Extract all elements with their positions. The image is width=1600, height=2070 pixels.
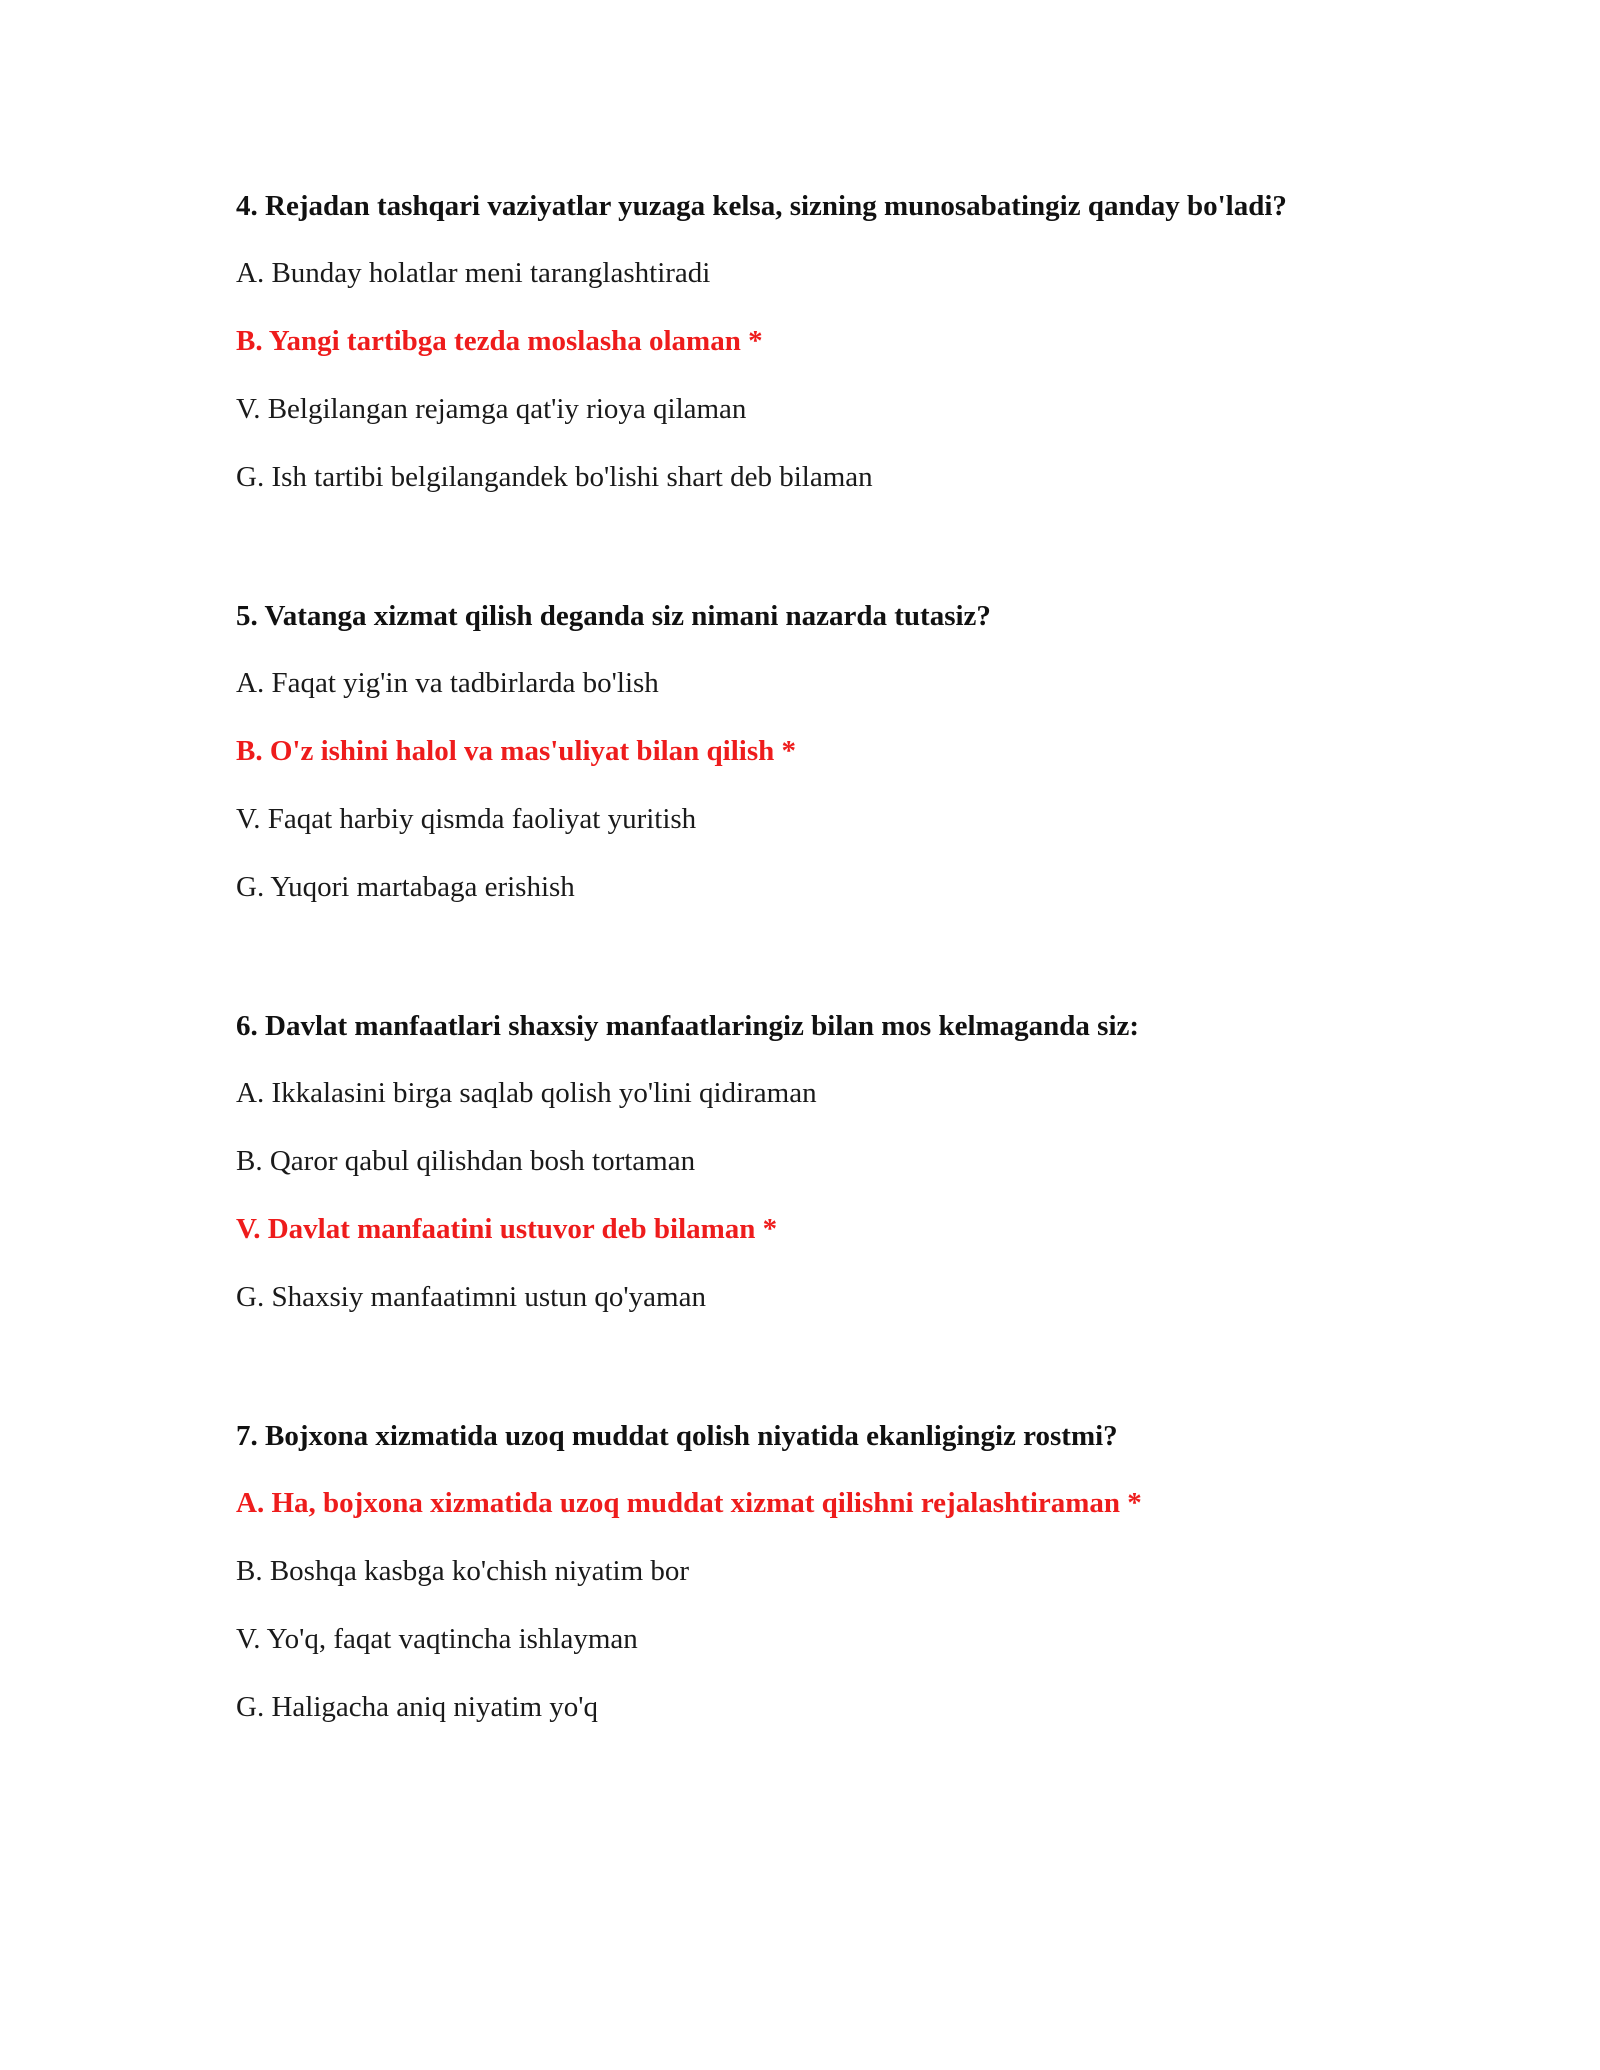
option-g: G. Ish tartibi belgilangandek bo'lishi shart deb bilaman: [236, 461, 873, 493]
question-text: 6. Davlat manfaatlari shaxsiy manfaatlaringiz bilan mos kelmaganda siz:: [236, 1010, 1140, 1042]
option-a: A. Ikkalasini birga saqlab qolish yo'lini qidiraman: [236, 1077, 817, 1109]
question-6: [236, 1006, 1366, 1318]
option-g: G. Shaxsiy manfaatimni ustun qo'yaman: [236, 1281, 706, 1313]
question-text: 7. Bojxona xizmatida uzoq muddat qolish niyatida ekanligingiz rostmi?: [236, 1420, 1118, 1452]
option-a: A. Faqat yig'in va tadbirlarda bo'lish: [236, 667, 659, 699]
option-b: B. Qaror qabul qilishdan bosh tortaman: [236, 1145, 696, 1177]
option-b-correct: B. O'z ishini halol va mas'uliyat bilan qilish *: [236, 735, 797, 767]
option-v: V. Faqat harbiy qismda faoliyat yuritish: [236, 803, 697, 835]
option-v-correct: V. Davlat manfaatini ustuvor deb bilaman *: [236, 1213, 778, 1245]
document-page: [236, 186, 1366, 1728]
option-a-correct: A. Ha, bojxona xizmatida uzoq muddat xizmat qilishni rejalashtiraman *: [236, 1487, 1142, 1519]
question-4: [236, 186, 1366, 498]
question-7: [236, 1416, 1366, 1728]
option-g: G. Haligacha aniq niyatim yo'q: [236, 1691, 598, 1723]
option-b: B. Boshqa kasbga ko'chish niyatim bor: [236, 1555, 690, 1587]
option-v: V. Belgilangan rejamga qat'iy rioya qilaman: [236, 393, 747, 425]
option-a: A. Bunday holatlar meni taranglashtiradi: [236, 257, 711, 289]
option-b-correct: B. Yangi tartibga tezda moslasha olaman *: [236, 325, 763, 357]
option-g: G. Yuqori martabaga erishish: [236, 871, 575, 903]
question-text: 4. Rejadan tashqari vaziyatlar yuzaga kelsa, sizning munosabatingiz qanday bo'ladi?: [236, 190, 1287, 222]
question-5: [236, 596, 1366, 908]
question-text: 5. Vatanga xizmat qilish deganda siz nimani nazarda tutasiz?: [236, 600, 991, 632]
option-v: V. Yo'q, faqat vaqtincha ishlayman: [236, 1623, 638, 1655]
